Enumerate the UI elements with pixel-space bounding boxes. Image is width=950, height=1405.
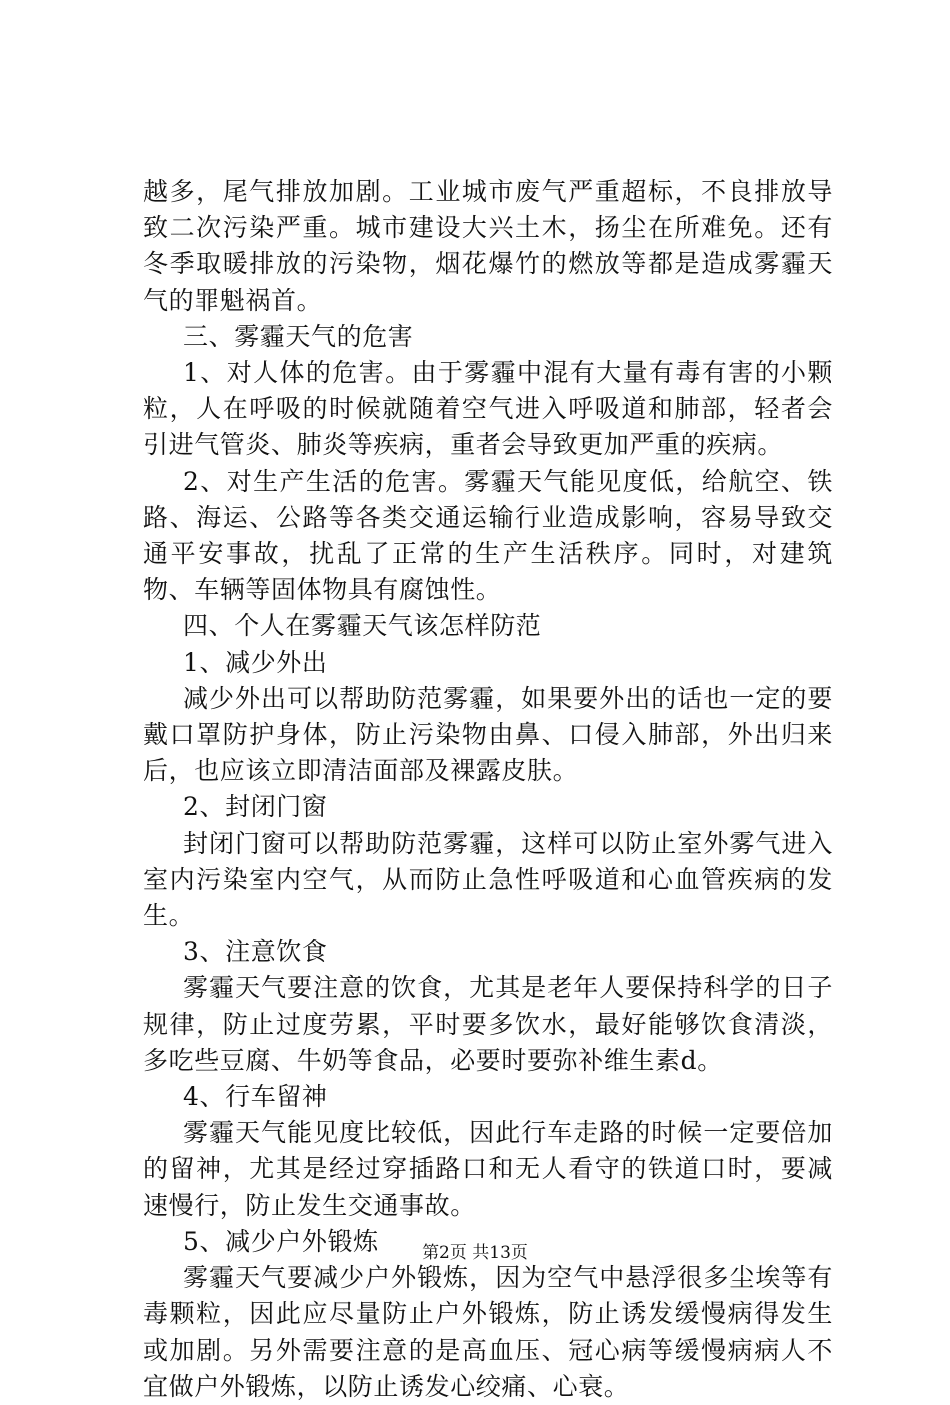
paragraph-health-hazard: 1、对人体的危害。由于雾霾中混有大量有毒有害的小颗粒，人在呼吸的时候就随着空气进入呼吸道和肺部，轻者会引进气管炎、肺炎等疾病，重者会导致更加严重的疾病。 xyxy=(143,358,833,460)
subheading-diet: 3、注意饮食 xyxy=(183,937,328,967)
subheading-driving: 4、行车留神 xyxy=(183,1082,328,1112)
paragraph-outdoor-exercise: 雾霾天气要减少户外锻炼，因为空气中悬浮很多尘埃等有毒颗粒，因此应尽量防止户外锻炼，防止诱发缓慢病得发生或加剧。另外需要注意的是高血压、冠心病等缓慢病病人不宜做户外锻炼，以防止诱发心绞痛、心衰。 xyxy=(143,1263,833,1401)
paragraph-reduce-outings: 减少外出可以帮助防范雾霾，如果要外出的话也一定的要戴口罩防护身体，防止污染物由鼻、口侵入肺部，外出归来后，也应该立即清洁面部及裸露皮肤。 xyxy=(143,683,833,786)
section-heading-prevention: 四、个人在雾霾天气该怎样防范 xyxy=(183,611,542,641)
document-body xyxy=(143,174,833,1405)
subheading-outdoor-exercise: 5、减少户外锻炼 xyxy=(183,1226,379,1256)
subheading-close-windows: 2、封闭门窗 xyxy=(183,792,328,822)
paragraph-life-hazard: 2、对生产生活的危害。雾霾天气能见度低，给航空、铁路、海运、公路等各类交通运输行业造成影响，容易导致交通平安事故，扰乱了正常的生产生活秩序。同时，对建筑物、车辆等固体物具有腐蚀性。 xyxy=(143,466,833,605)
paragraph-1: 越多，尾气排放加剧。工业城市废气严重超标，不良排放导致二次污染严重。城市建设大兴土木，扬尘在所难免。还有冬季取暖排放的污染物，烟花爆竹的燃放等都是造成雾霾天气的罪魁祸首。 xyxy=(143,177,833,315)
subheading-reduce-outings: 1、减少外出 xyxy=(183,647,328,677)
page-number-footer: 第2页 共13页 xyxy=(422,1243,528,1263)
section-heading-hazards: 三、雾霾天气的危害 xyxy=(183,321,414,351)
paragraph-diet: 雾霾天气要注意的饮食，尤其是老年人要保持科学的日子规律，防止过度劳累，平时要多饮水，最好能够饮食清淡，多吃些豆腐、牛奶等食品，必要时要弥补维生素d。 xyxy=(143,973,833,1075)
paragraph-driving: 雾霾天气能见度比较低，因此行车走路的时候一定要倍加的留神，尤其是经过穿插路口和无人看守的铁道口时，要减速慢行，防止发生交通事故。 xyxy=(143,1118,833,1220)
paragraph-close-windows: 封闭门窗可以帮助防范雾霾，这样可以防止室外雾气进入室内污染室内空气，从而防止急性呼吸道和心血管疾病的发生。 xyxy=(143,828,833,931)
